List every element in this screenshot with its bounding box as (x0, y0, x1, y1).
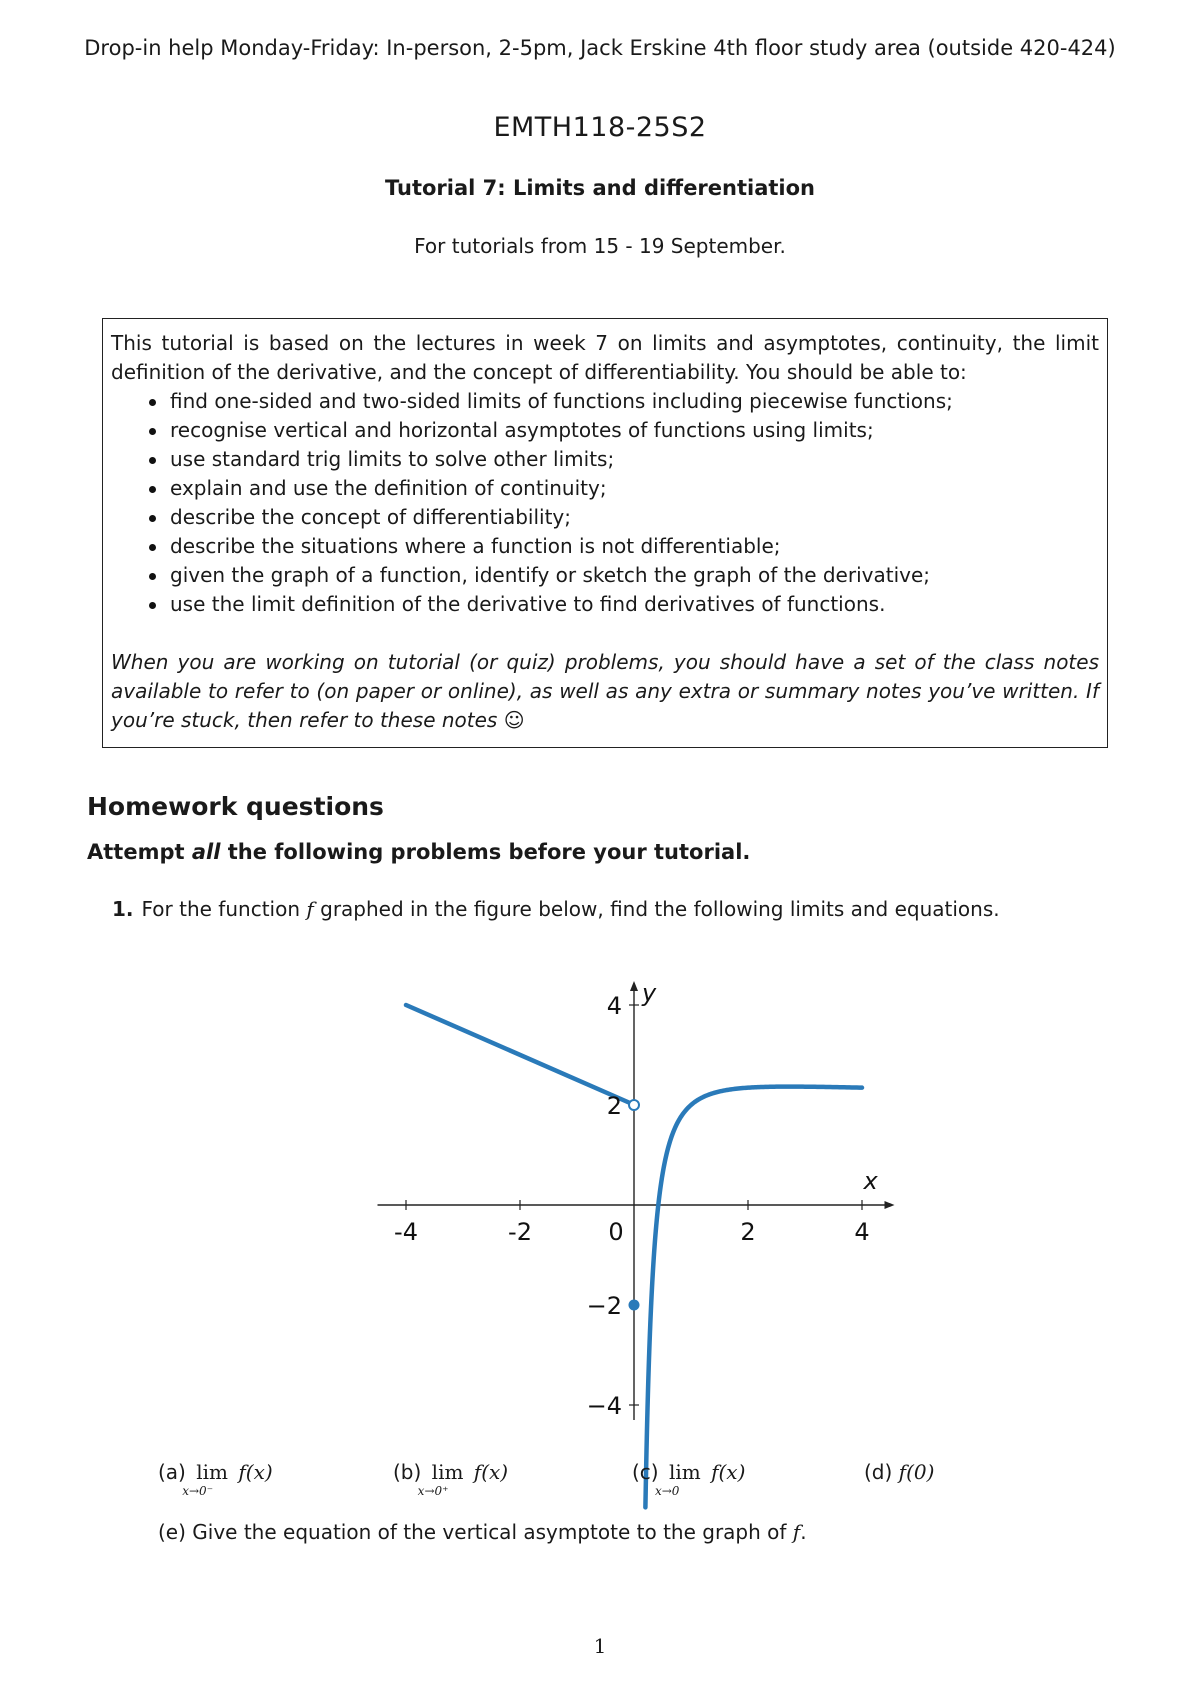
course-code: EMTH118-25S2 (493, 112, 707, 143)
objective-item: describe the concept of differentiability; (141, 503, 1099, 532)
objective-item: find one-sided and two-sided limits of functions including piecewise functions; (141, 387, 1099, 416)
homework-heading: Homework questions (87, 792, 384, 821)
y-axis-label: y (642, 979, 657, 1007)
axes (378, 981, 895, 1420)
question-1: 1. For the function f graphed in the figure below, find the following limits and equations. (112, 897, 1000, 921)
y-tick-label: −4 (586, 1392, 622, 1420)
part-e: (e) Give the equation of the vertical asymptote to the graph of f. (158, 1520, 807, 1544)
x-tick-label: -4 (394, 1218, 418, 1246)
x-tick-label: 4 (854, 1218, 870, 1246)
series-right-curve (645, 1087, 862, 1508)
y-axis-arrow-icon (630, 981, 638, 991)
y-tick-label: 4 (606, 992, 622, 1020)
part-b: (b) lim x→0⁺ f(x) (393, 1460, 509, 1498)
open-point (629, 1100, 639, 1110)
tutorial-title: Tutorial 7: Limits and differentiation (384, 176, 816, 200)
part-d: (d) f(0) (864, 1460, 935, 1484)
tutorial-dates: For tutorials from 15 - 19 September. (414, 234, 786, 258)
x-tick-label: -2 (508, 1218, 532, 1246)
objective-item: explain and use the definition of continuity; (141, 474, 1099, 503)
y-tick-label: −2 (586, 1292, 622, 1320)
x-tick-label: 2 (740, 1218, 756, 1246)
objectives-intro: This tutorial is based on the lectures in week 7 on limits and asymptotes, continuity, the limit definition of the derivative, and the concept of differentiability. You should be able to: (111, 331, 1099, 384)
objective-item: use the limit definition of the derivative to find derivatives of functions. (141, 590, 1099, 619)
objective-item: use standard trig limits to solve other limits; (141, 445, 1099, 474)
homework-instruction: Attempt all the following problems before your tutorial. (87, 840, 751, 864)
page-number: 1 (593, 1634, 607, 1658)
dropin-help-note: Drop-in help Monday-Friday: In-person, 2-5pm, Jack Erskine 4th floor study area (outside 420-424) (84, 36, 1116, 60)
filled-point (629, 1300, 640, 1311)
x-axis-label: x (863, 1167, 878, 1195)
series-left-line (406, 1005, 630, 1103)
part-c: (c) lim x→0 f(x) (632, 1460, 746, 1498)
x-tick-label: 0 (608, 1218, 624, 1246)
x-axis-arrow-icon (885, 1201, 895, 1209)
tick-labels (394, 979, 878, 1420)
objective-item: given the graph of a function, identify or sketch the graph of the derivative; (141, 561, 1099, 590)
y-tick-label: 2 (606, 1092, 622, 1120)
question-number: 1. (112, 897, 134, 921)
objective-item: describe the situations where a function is not differentiable; (141, 532, 1099, 561)
part-a: (a) lim x→0⁻ f(x) (158, 1460, 273, 1498)
objective-item: recognise vertical and horizontal asymptotes of functions using limits; (141, 416, 1099, 445)
study-note: When you are working on tutorial (or quiz) problems, you should have a set of the class notes available to refer to (on paper or online), as well as any extra or summary notes you’ve written. If you’re stuck, then refer to these notes ☺ (111, 650, 1099, 732)
